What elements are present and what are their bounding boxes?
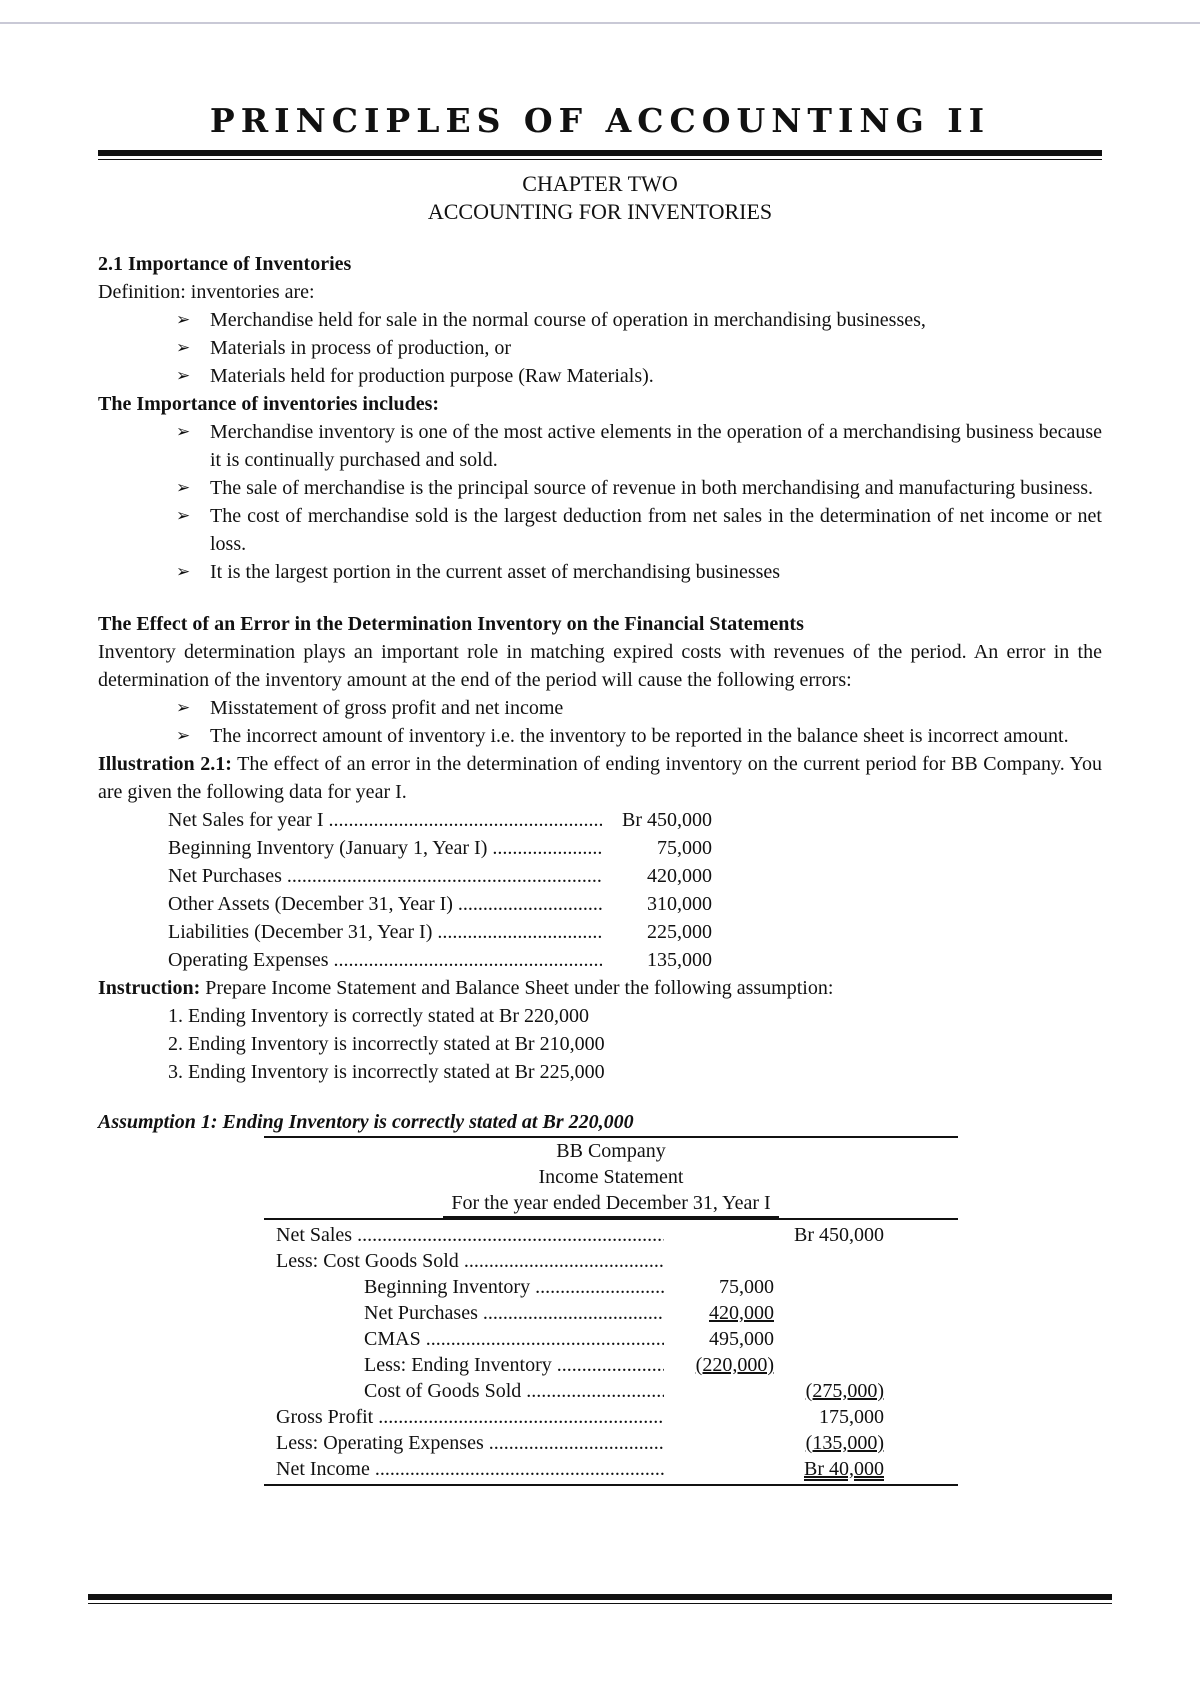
table-row <box>276 1326 958 1352</box>
row-amount: 175,000 <box>819 1406 884 1428</box>
income-statement <box>264 1136 958 1486</box>
step-item: 3. Ending Inventory is incorrectly stated at Br 225,000 <box>168 1061 605 1083</box>
table-row <box>276 1300 958 1326</box>
table-row <box>276 1222 958 1248</box>
section-importance <box>98 250 1102 586</box>
data-row <box>168 806 1102 834</box>
data-row <box>168 890 1102 918</box>
table-row <box>276 1456 958 1482</box>
data-label: Other Assets (December 31, Year I) ..... <box>168 890 602 918</box>
instruction-text: Prepare Income Statement and Balance Sheet under the following assumption: <box>200 977 834 999</box>
title-rule-thin <box>98 159 1102 160</box>
row-label: Net Purchases ..... <box>276 1300 664 1326</box>
data-label: Beginning Inventory (January 1, Year I) ..... <box>168 834 602 862</box>
row-amount: (135,000) <box>805 1432 884 1454</box>
given-data-list <box>98 806 1102 974</box>
footer-rule-thin <box>88 1603 1112 1604</box>
list-item: ➢ The cost of merchandise sold is the largest deduction from net sales in the determination of net income or net loss. <box>176 502 1102 558</box>
row-amount: 75,000 <box>719 1276 774 1298</box>
table-row <box>276 1248 958 1274</box>
company-name: BB Company <box>556 1140 666 1162</box>
assumption-heading: Assumption 1: Ending Inventory is correctly stated at Br 220,000 <box>98 1111 634 1133</box>
instruction-paragraph <box>98 974 1102 1002</box>
row-label: Net Income ..... <box>276 1456 664 1482</box>
table-row <box>276 1430 958 1456</box>
row-amount: Br 450,000 <box>794 1224 884 1246</box>
title-rule-thick <box>98 150 1102 156</box>
step-item: 1. Ending Inventory is correctly stated at Br 220,000 <box>168 1005 590 1027</box>
chapter-heading <box>98 170 1102 226</box>
row-label: Gross Profit ..... <box>276 1404 664 1430</box>
table-row <box>276 1274 958 1300</box>
section-heading: 2.1 Importance of Inventories <box>98 253 352 275</box>
data-value: 135,000 <box>647 949 712 971</box>
chapter-title: ACCOUNTING FOR INVENTORIES <box>427 199 773 224</box>
chapter-number: CHAPTER TWO <box>522 171 678 196</box>
data-label: Operating Expenses ..... <box>168 946 602 974</box>
row-amount: 495,000 <box>709 1328 774 1350</box>
error-list <box>98 694 1102 750</box>
data-value: 420,000 <box>647 865 712 887</box>
list-item: ➢ The incorrect amount of inventory i.e. the inventory to be reported in the balance sheet is incorrect amount. <box>176 722 1102 750</box>
list-item: ➢ Merchandise held for sale in the normal course of operation in merchandising businesses, <box>176 306 1102 334</box>
statement-body <box>264 1218 958 1486</box>
data-value: 225,000 <box>647 921 712 943</box>
definition-text: Definition: inventories are: <box>98 281 315 303</box>
section-heading: The Effect of an Error in the Determination Inventory on the Financial Statements <box>98 613 804 635</box>
data-value: 310,000 <box>647 893 712 915</box>
row-label: Beginning Inventory ..... <box>276 1274 664 1300</box>
importance-heading: The Importance of inventories includes: <box>98 393 440 415</box>
table-row <box>276 1404 958 1430</box>
statement-name: Income Statement <box>538 1166 684 1188</box>
illustration-paragraph <box>98 750 1102 806</box>
section-error-effect <box>98 610 1102 1086</box>
row-amount: (220,000) <box>695 1354 774 1376</box>
table-row <box>276 1352 958 1378</box>
paragraph: Inventory determination plays an important role in matching expired costs with revenues of the period. An error in the determination of the inventory amount at the end of the period will cause the following errors: <box>98 641 1102 691</box>
list-item: ➢ Materials held for production purpose (Raw Materials). <box>176 362 1102 390</box>
list-item: ➢ The sale of merchandise is the principal source of revenue in both merchandising and manufacturing business. <box>176 474 1102 502</box>
importance-list <box>98 418 1102 586</box>
data-label: Net Sales for year I ..... <box>168 806 602 834</box>
list-item: ➢ Misstatement of gross profit and net income <box>176 694 1102 722</box>
statement-header <box>264 1138 958 1218</box>
data-label: Liabilities (December 31, Year I) ..... <box>168 918 602 946</box>
row-amount: (275,000) <box>805 1380 884 1402</box>
row-label: CMAS ..... <box>276 1326 664 1352</box>
data-row <box>168 918 1102 946</box>
top-border-line <box>0 22 1200 24</box>
footer-rule-thick <box>88 1594 1112 1600</box>
statement-period: For the year ended December 31, Year I <box>443 1190 778 1218</box>
row-label: Net Sales ..... <box>276 1222 664 1248</box>
illustration-label: Illustration 2.1: <box>98 753 232 775</box>
list-item: ➢ Merchandise inventory is one of the most active elements in the operation of a merchandising business because it is continually purchased and sold. <box>176 418 1102 474</box>
data-row <box>168 862 1102 890</box>
list-item: ➢ Materials in process of production, or <box>176 334 1102 362</box>
illustration-text: The effect of an error in the determination of ending inventory on the current period for BB Company. You are given the following data for year I. <box>98 753 1102 803</box>
step-item: 2. Ending Inventory is incorrectly stated at Br 210,000 <box>168 1033 605 1055</box>
assumption-steps <box>98 1002 1102 1086</box>
table-row <box>276 1378 958 1404</box>
row-amount: 420,000 <box>709 1302 774 1324</box>
document-page <box>98 100 1102 1486</box>
row-label: Less: Operating Expenses ..... <box>276 1430 664 1456</box>
row-label: Cost of Goods Sold ..... <box>276 1378 664 1404</box>
data-value: 75,000 <box>657 837 712 859</box>
data-row <box>168 834 1102 862</box>
data-value: Br 450,000 <box>622 809 712 831</box>
document-title: PRINCIPLES OF ACCOUNTING II <box>209 101 991 140</box>
definition-list <box>98 306 1102 390</box>
data-row <box>168 946 1102 974</box>
list-item: ➢ It is the largest portion in the current asset of merchandising businesses <box>176 558 1102 586</box>
data-label: Net Purchases ..... <box>168 862 602 890</box>
row-amount: Br 40,000 <box>804 1458 884 1480</box>
row-label: Less: Cost Goods Sold ..... <box>276 1248 664 1274</box>
instruction-label: Instruction: <box>98 977 201 999</box>
row-label: Less: Ending Inventory ..... <box>276 1352 664 1378</box>
